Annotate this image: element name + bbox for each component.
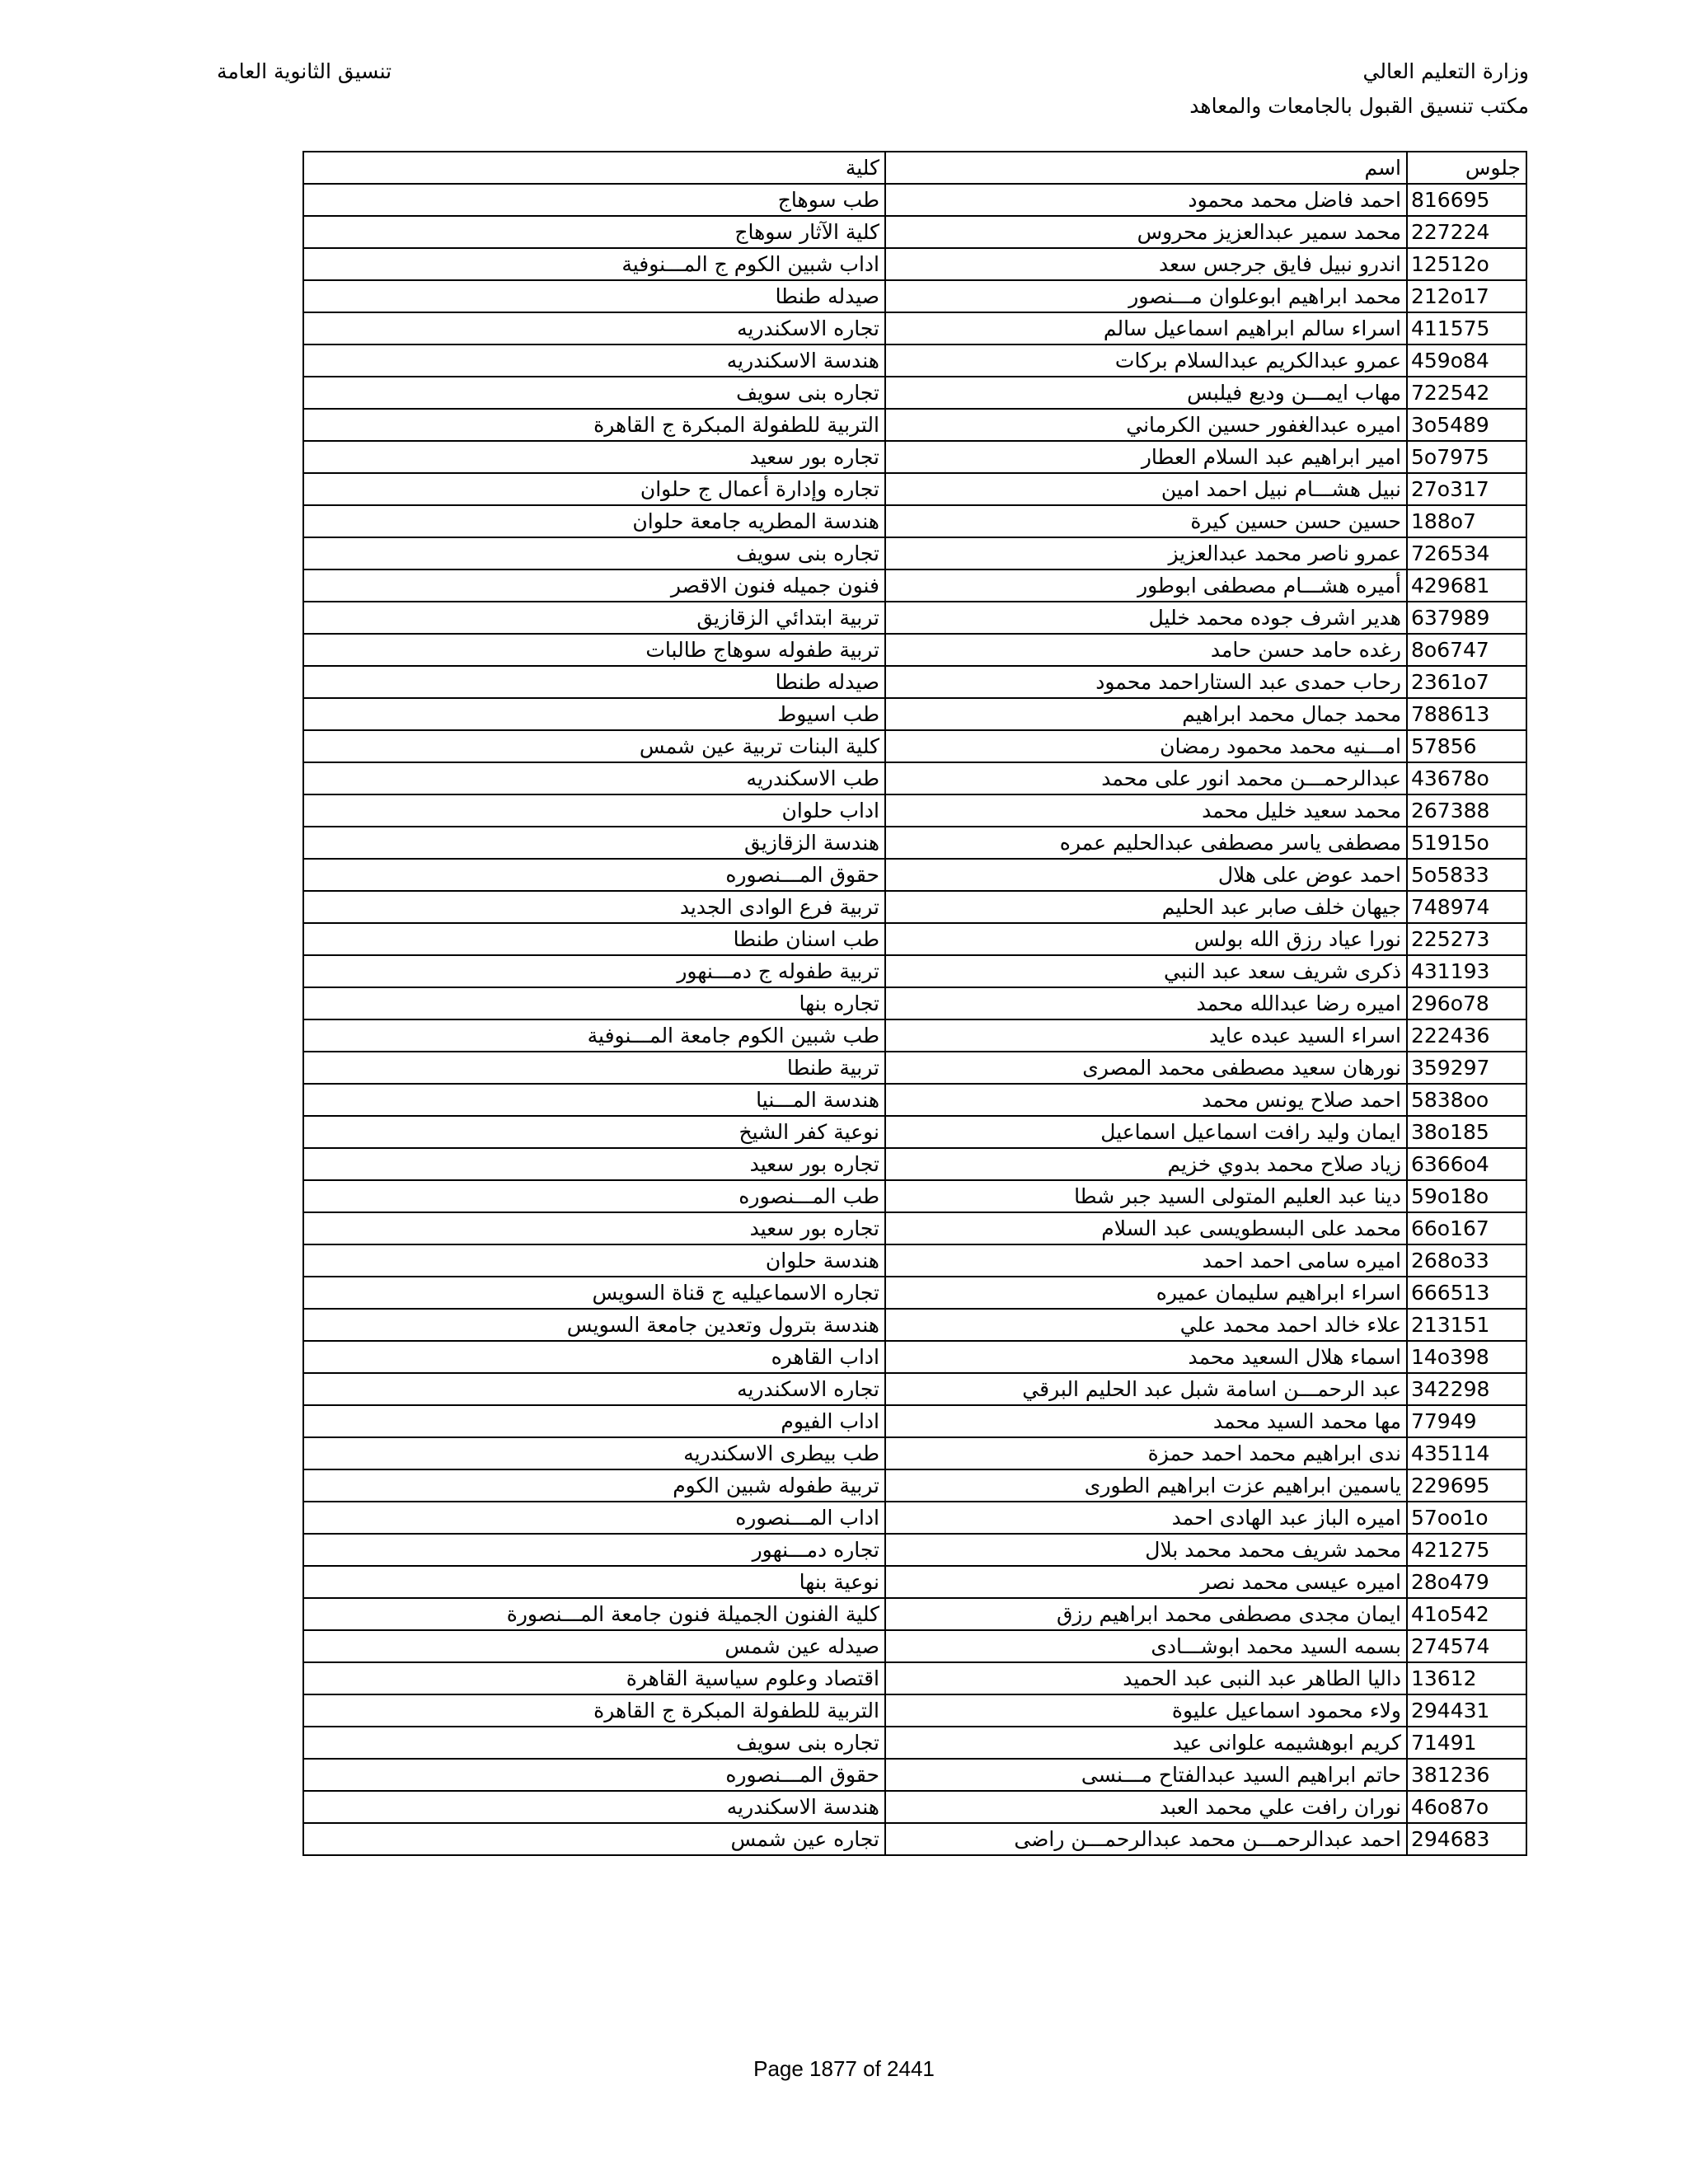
faculty-cell: طب شبين الكوم جامعة المـــنوفية — [303, 1019, 885, 1052]
faculty-cell: هندسة المطريه جامعة حلوان — [303, 505, 885, 537]
faculty-cell: كلية الآثار سوهاج — [303, 216, 885, 248]
table-row — [303, 1630, 1526, 1662]
table-row — [303, 923, 1526, 955]
name-cell: ندى ابراهيم محمد احمد حمزة — [885, 1437, 1407, 1469]
seat-cell: 57856 — [1407, 730, 1526, 762]
name-cell: اميره رضا عبدالله محمد — [885, 987, 1407, 1019]
faculty-cell: تربية طفوله شبين الكوم — [303, 1469, 885, 1502]
table-row — [303, 1116, 1526, 1148]
faculty-cell: طب الاسكندريه — [303, 762, 885, 794]
faculty-cell: التربية للطفولة المبكرة ج القاهرة — [303, 1694, 885, 1727]
table-row — [303, 1727, 1526, 1759]
seat-cell: 6366o4 — [1407, 1148, 1526, 1180]
name-cell: عمرو عبدالكريم عبدالسلام بركات — [885, 344, 1407, 377]
seat-cell: 5o7975 — [1407, 441, 1526, 473]
name-cell: عبدالرحمـــن محمد انور على محمد — [885, 762, 1407, 794]
table-row — [303, 634, 1526, 666]
faculty-cell: هندسة حلوان — [303, 1244, 885, 1277]
seat-cell: 229695 — [1407, 1469, 1526, 1502]
table-row — [303, 280, 1526, 312]
seat-cell: 411575 — [1407, 312, 1526, 344]
name-cell: اندرو نبيل فايق جرجس سعد — [885, 248, 1407, 280]
table-row — [303, 1277, 1526, 1309]
table-row — [303, 730, 1526, 762]
faculty-cell: هندسة المـــنيا — [303, 1084, 885, 1116]
faculty-cell: تجاره بنى سويف — [303, 1727, 885, 1759]
seat-cell: 28o479 — [1407, 1566, 1526, 1598]
seat-cell: 2361o7 — [1407, 666, 1526, 698]
seat-cell: 12512o — [1407, 248, 1526, 280]
table-row — [303, 1341, 1526, 1373]
faculty-cell: تجاره الاسماعيليه ج قناة السويس — [303, 1277, 885, 1309]
name-cell: مها محمد السيد محمد — [885, 1405, 1407, 1437]
name-cell: نبيل هشـــام نبيل احمد امين — [885, 473, 1407, 505]
seat-cell: 227224 — [1407, 216, 1526, 248]
admissions-table — [302, 151, 1527, 1856]
faculty-cell: نوعية كفر الشيخ — [303, 1116, 885, 1148]
seat-cell: 296o78 — [1407, 987, 1526, 1019]
table-row — [303, 602, 1526, 634]
table-row — [303, 666, 1526, 698]
seat-cell: 222436 — [1407, 1019, 1526, 1052]
table-row — [303, 794, 1526, 827]
seat-cell: 3o5489 — [1407, 409, 1526, 441]
faculty-cell: تجاره بور سعيد — [303, 441, 885, 473]
name-cell: عمرو ناصر محمد عبدالعزيز — [885, 537, 1407, 569]
table-row — [303, 248, 1526, 280]
faculty-cell: طب سوهاج — [303, 184, 885, 216]
name-cell: ايمان وليد رافت اسماعيل اسماعيل — [885, 1116, 1407, 1148]
table-row — [303, 1534, 1526, 1566]
faculty-cell: هندسة الاسكندريه — [303, 1791, 885, 1823]
faculty-cell: طب اسيوط — [303, 698, 885, 730]
name-cell: مهاب ايمـــن وديع فيلبس — [885, 377, 1407, 409]
name-cell: كريم ابوهشيمه علوانى عيد — [885, 1727, 1407, 1759]
table-row — [303, 1373, 1526, 1405]
faculty-cell: كلية الفنون الجميلة فنون جامعة المـــنصورة — [303, 1598, 885, 1630]
table-row — [303, 1180, 1526, 1212]
faculty-cell: تربية طفوله ج دمـــنهور — [303, 955, 885, 987]
name-cell: محمد سعيد خليل محمد — [885, 794, 1407, 827]
name-cell: امير ابراهيم عبد السلام العطار — [885, 441, 1407, 473]
table-row — [303, 827, 1526, 859]
name-cell: عبد الرحمـــن اسامة شبل عبد الحليم البرقي — [885, 1373, 1407, 1405]
table-row — [303, 1309, 1526, 1341]
seat-cell: 459o84 — [1407, 344, 1526, 377]
faculty-cell: تجاره بنى سويف — [303, 537, 885, 569]
seat-cell: 14o398 — [1407, 1341, 1526, 1373]
seat-cell: 43678o — [1407, 762, 1526, 794]
table-row — [303, 216, 1526, 248]
seat-cell: 431193 — [1407, 955, 1526, 987]
seat-cell: 5o5833 — [1407, 859, 1526, 891]
seat-cell: 666513 — [1407, 1277, 1526, 1309]
seat-cell: 421275 — [1407, 1534, 1526, 1566]
table-row — [303, 312, 1526, 344]
table-row — [303, 441, 1526, 473]
faculty-cell: تربية فرع الوادى الجديد — [303, 891, 885, 923]
seat-cell: 435114 — [1407, 1437, 1526, 1469]
seat-cell: 294683 — [1407, 1823, 1526, 1855]
header-faculty: كلية — [303, 152, 885, 184]
name-cell: ايمان مجدى مصطفى محمد ابراهيم رزق — [885, 1598, 1407, 1630]
seat-cell: 5838oo — [1407, 1084, 1526, 1116]
table-row — [303, 1244, 1526, 1277]
seat-cell: 66o167 — [1407, 1212, 1526, 1244]
seat-cell: 212o17 — [1407, 280, 1526, 312]
faculty-cell: حقوق المـــنصوره — [303, 1759, 885, 1791]
table-row — [303, 1084, 1526, 1116]
name-cell: امـــنيه محمد محمود رمضان — [885, 730, 1407, 762]
seat-cell: 748974 — [1407, 891, 1526, 923]
seat-cell: 274574 — [1407, 1630, 1526, 1662]
table-row — [303, 1598, 1526, 1630]
name-cell: داليا الطاهر عبد النبى عبد الحميد — [885, 1662, 1407, 1694]
seat-cell: 27o317 — [1407, 473, 1526, 505]
name-cell: احمد عوض على هلال — [885, 859, 1407, 891]
name-cell: احمد صلاح يونس محمد — [885, 1084, 1407, 1116]
name-cell: اسراء سالم ابراهيم اسماعيل سالم — [885, 312, 1407, 344]
table-row — [303, 1566, 1526, 1598]
faculty-cell: تجاره بور سعيد — [303, 1212, 885, 1244]
header-name: اسم — [885, 152, 1407, 184]
faculty-cell: كلية البنات تربية عين شمس — [303, 730, 885, 762]
table-row — [303, 1405, 1526, 1437]
seat-cell: 13612 — [1407, 1662, 1526, 1694]
faculty-cell: اقتصاد وعلوم سياسية القاهرة — [303, 1662, 885, 1694]
seat-cell: 637989 — [1407, 602, 1526, 634]
name-cell: اسراء السيد عبده عايد — [885, 1019, 1407, 1052]
table-row — [303, 1469, 1526, 1502]
table-row — [303, 762, 1526, 794]
name-cell: محمد سمير عبدالعزيز محروس — [885, 216, 1407, 248]
faculty-cell: طب بيطرى الاسكندريه — [303, 1437, 885, 1469]
name-cell: احمد عبدالرحمـــن محمد عبدالرحمـــن راضى — [885, 1823, 1407, 1855]
table-row — [303, 1759, 1526, 1791]
faculty-cell: فنون جميله فنون الاقصر — [303, 569, 885, 602]
seat-cell: 429681 — [1407, 569, 1526, 602]
seat-cell: 788613 — [1407, 698, 1526, 730]
faculty-cell: اداب حلوان — [303, 794, 885, 827]
table-row — [303, 409, 1526, 441]
name-cell: جيهان خلف صابر عبد الحليم — [885, 891, 1407, 923]
seat-cell: 268o33 — [1407, 1244, 1526, 1277]
seat-cell: 342298 — [1407, 1373, 1526, 1405]
faculty-cell: صيدله طنطا — [303, 280, 885, 312]
faculty-cell: تجاره الاسكندريه — [303, 312, 885, 344]
faculty-cell: تجاره بنها — [303, 987, 885, 1019]
seat-cell: 46o87o — [1407, 1791, 1526, 1823]
table-row — [303, 891, 1526, 923]
seat-cell: 77949 — [1407, 1405, 1526, 1437]
page-number: Page 1877 of 2441 — [753, 2056, 935, 2081]
name-cell: نوران رافت علي محمد العبد — [885, 1791, 1407, 1823]
faculty-cell: هندسة الاسكندريه — [303, 344, 885, 377]
faculty-cell: التربية للطفولة المبكرة ج القاهرة — [303, 409, 885, 441]
seat-cell: 51915o — [1407, 827, 1526, 859]
table-row — [303, 377, 1526, 409]
faculty-cell: هندسة بترول وتعدين جامعة السويس — [303, 1309, 885, 1341]
table-header-row — [303, 152, 1526, 184]
table-row — [303, 1019, 1526, 1052]
name-cell: بسمه السيد محمد ابوشـــادى — [885, 1630, 1407, 1662]
name-cell: هدير اشرف جوده محمد خليل — [885, 602, 1407, 634]
table-row — [303, 1694, 1526, 1727]
seat-cell: 213151 — [1407, 1309, 1526, 1341]
header-seat: جلوس — [1407, 152, 1526, 184]
faculty-cell: تجاره بنى سويف — [303, 377, 885, 409]
seat-cell: 294431 — [1407, 1694, 1526, 1727]
name-cell: حسين حسن حسين كيرة — [885, 505, 1407, 537]
seat-cell: 41o542 — [1407, 1598, 1526, 1630]
name-cell: نورهان سعيد مصطفى محمد المصرى — [885, 1052, 1407, 1084]
name-cell: احمد فاضل محمد محمود — [885, 184, 1407, 216]
name-cell: محمد ابراهيم ابوعلوان مـــنصور — [885, 280, 1407, 312]
name-cell: دينا عبد العليم المتولى السيد جبر شطا — [885, 1180, 1407, 1212]
faculty-cell: تربية طنطا — [303, 1052, 885, 1084]
table-row — [303, 859, 1526, 891]
faculty-cell: تربية ابتدائي الزقازيق — [303, 602, 885, 634]
faculty-cell: تجاره بور سعيد — [303, 1148, 885, 1180]
table-row — [303, 1502, 1526, 1534]
seat-cell: 722542 — [1407, 377, 1526, 409]
table-row — [303, 1791, 1526, 1823]
table-row — [303, 1823, 1526, 1855]
seat-cell: 59o18o — [1407, 1180, 1526, 1212]
faculty-cell: طب المـــنصوره — [303, 1180, 885, 1212]
name-cell: محمد شريف محمد محمد بلال — [885, 1534, 1407, 1566]
name-cell: اسماء هلال السعيد محمد — [885, 1341, 1407, 1373]
table-row — [303, 184, 1526, 216]
name-cell: اميره عيسى محمد نصر — [885, 1566, 1407, 1598]
name-cell: علاء خالد احمد محمد علي — [885, 1309, 1407, 1341]
faculty-cell: تجاره عين شمس — [303, 1823, 885, 1855]
name-cell: اميره عبدالغفور حسين الكرماني — [885, 409, 1407, 441]
program-title: تنسيق الثانوية العامة — [217, 59, 392, 83]
name-cell: اميره الباز عبد الهادى احمد — [885, 1502, 1407, 1534]
name-cell: ولاء محمود اسماعيل عليوة — [885, 1694, 1407, 1727]
faculty-cell: تجاره وإدارة أعمال ج حلوان — [303, 473, 885, 505]
seat-cell: 38o185 — [1407, 1116, 1526, 1148]
faculty-cell: هندسة الزقازيق — [303, 827, 885, 859]
seat-cell: 726534 — [1407, 537, 1526, 569]
faculty-cell: نوعية بنها — [303, 1566, 885, 1598]
faculty-cell: تجاره الاسكندريه — [303, 1373, 885, 1405]
table-row — [303, 1148, 1526, 1180]
table-row — [303, 537, 1526, 569]
table-row — [303, 473, 1526, 505]
faculty-cell: حقوق المـــنصوره — [303, 859, 885, 891]
name-cell: اميره سامى احمد احمد — [885, 1244, 1407, 1277]
table-row — [303, 1052, 1526, 1084]
table-row — [303, 1437, 1526, 1469]
table-row — [303, 698, 1526, 730]
table-row — [303, 987, 1526, 1019]
seat-cell: 267388 — [1407, 794, 1526, 827]
name-cell: اسراء ابراهيم سليمان عميره — [885, 1277, 1407, 1309]
seat-cell: 225273 — [1407, 923, 1526, 955]
name-cell: محمد على البسطويسى عبد السلام — [885, 1212, 1407, 1244]
faculty-cell: صيدله طنطا — [303, 666, 885, 698]
seat-cell: 8o6747 — [1407, 634, 1526, 666]
name-cell: نورا عياد رزق الله بولس — [885, 923, 1407, 955]
name-cell: ذكرى شريف سعد عبد النبي — [885, 955, 1407, 987]
faculty-cell: اداب المـــنصوره — [303, 1502, 885, 1534]
table-row — [303, 955, 1526, 987]
faculty-cell: تربية طفوله سوهاج طالبات — [303, 634, 885, 666]
name-cell: مصطفى ياسر مصطفى عبدالحليم عمره — [885, 827, 1407, 859]
seat-cell: 188o7 — [1407, 505, 1526, 537]
name-cell: رحاب حمدى عبد الستاراحمد محمود — [885, 666, 1407, 698]
ministry-title: وزارة التعليم العالي — [1362, 59, 1529, 83]
faculty-cell: اداب شبين الكوم ج المـــنوفية — [303, 248, 885, 280]
name-cell: حاتم ابراهيم السيد عبدالفتاح مـــنسى — [885, 1759, 1407, 1791]
faculty-cell: اداب القاهره — [303, 1341, 885, 1373]
faculty-cell: صيدله عين شمس — [303, 1630, 885, 1662]
table-row — [303, 344, 1526, 377]
table-row — [303, 1662, 1526, 1694]
table-row — [303, 505, 1526, 537]
faculty-cell: تجاره دمـــنهور — [303, 1534, 885, 1566]
name-cell: ياسمين ابراهيم عزت ابراهيم الطورى — [885, 1469, 1407, 1502]
name-cell: رغده حامد حسن حامد — [885, 634, 1407, 666]
seat-cell: 359297 — [1407, 1052, 1526, 1084]
seat-cell: 71491 — [1407, 1727, 1526, 1759]
name-cell: أميره هشـــام مصطفى ابوطور — [885, 569, 1407, 602]
office-title: مكتب تنسيق القبول بالجامعات والمعاهد — [1189, 94, 1529, 118]
seat-cell: 816695 — [1407, 184, 1526, 216]
name-cell: زياد صلاح محمد بدوي خزيم — [885, 1148, 1407, 1180]
seat-cell: 57oo1o — [1407, 1502, 1526, 1534]
faculty-cell: اداب الفيوم — [303, 1405, 885, 1437]
seat-cell: 381236 — [1407, 1759, 1526, 1791]
faculty-cell: طب اسنان طنطا — [303, 923, 885, 955]
name-cell: محمد جمال محمد ابراهيم — [885, 698, 1407, 730]
table-row — [303, 569, 1526, 602]
table-row — [303, 1212, 1526, 1244]
